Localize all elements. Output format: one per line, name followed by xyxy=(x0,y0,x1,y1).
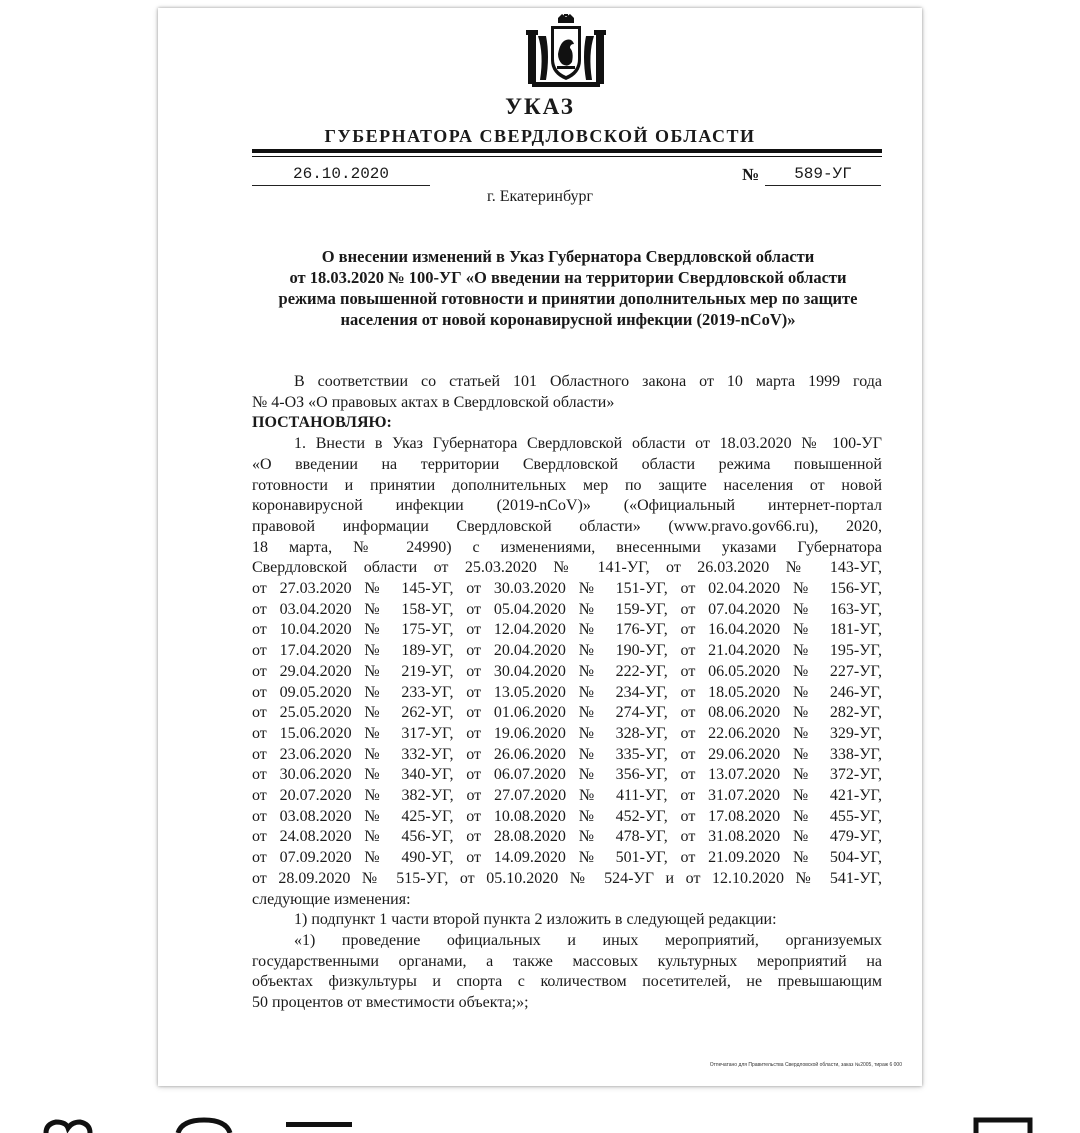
subitem-line: 1) подпункт 1 части второй пункта 2 изложить в следующей редакции: xyxy=(294,911,777,929)
document-page xyxy=(158,8,922,1086)
number-label: № xyxy=(742,165,760,184)
body-line: следующие изменения: xyxy=(252,890,411,908)
heading-line: от 18.03.2020 № 100-УГ «О введении на территории Свердловской области xyxy=(289,268,847,287)
print-note: Отпечатано для Правительства Свердловской области, заказ №2005, тираж 6 000 xyxy=(709,1062,902,1068)
body-line: правовой информации Свердловской области» (www.pravo.gov66.ru), 2020, xyxy=(252,517,882,535)
document-date: 26.10.2020 xyxy=(252,164,430,186)
heart-icon xyxy=(46,1122,90,1133)
document-body xyxy=(252,372,882,1014)
quote-line: «1) проведение официальных и иных мероприятий, организуемых xyxy=(294,931,882,949)
body-line: от 30.06.2020 № 340-УГ, от 06.07.2020 № 356-УГ, от 13.07.2020 № 372-УГ, xyxy=(252,766,882,784)
quote-line: 50 процентов от вместимости объекта;»; xyxy=(252,994,529,1012)
body-line: от 03.08.2020 № 425-УГ, от 10.08.2020 № 452-УГ, от 17.08.2020 № 455-УГ, xyxy=(252,807,882,825)
header-rule-thick xyxy=(252,149,882,153)
body-line: коронавирусной инфекции (2019-nCoV)» («Официальный интернет-портал xyxy=(252,497,882,515)
body-line: № 4-ОЗ «О правовых актах в Свердловской области» xyxy=(252,393,615,411)
body-line: готовности и принятии дополнительных мер по защите населения от новой xyxy=(252,476,882,494)
body-line: «О введении на территории Свердловской области режима повышенной xyxy=(252,455,882,473)
body-line: от 29.04.2020 № 219-УГ, от 30.04.2020 № 222-УГ, от 06.05.2020 № 227-УГ, xyxy=(252,662,882,680)
body-line: от 03.04.2020 № 158-УГ, от 05.04.2020 № 159-УГ, от 07.04.2020 № 163-УГ, xyxy=(252,600,882,618)
body-line: от 15.06.2020 № 317-УГ, от 19.06.2020 № 328-УГ, от 22.06.2020 № 329-УГ, xyxy=(252,724,882,742)
header-rule-thin xyxy=(252,156,882,157)
heading-line: населения от новой коронавирусной инфекции (2019-nCoV)» xyxy=(340,310,796,329)
document-city: г. Екатеринбург xyxy=(486,188,594,205)
body-line: от 20.07.2020 № 382-УГ, от 27.07.2020 № 411-УГ, от 31.07.2020 № 421-УГ, xyxy=(252,787,882,805)
body-line: от 25.05.2020 № 262-УГ, от 01.06.2020 № 274-УГ, от 08.06.2020 № 282-УГ, xyxy=(252,704,882,722)
cropped-toolbar-icons xyxy=(0,1116,1080,1133)
document-number: 589-УГ xyxy=(765,164,881,186)
heading-line: режима повышенной готовности и принятии дополнительных мер по защите xyxy=(278,289,858,308)
body-line: от 28.09.2020 № 515-УГ, от 05.10.2020 № 524-УГ и от 12.10.2020 № 541-УГ, xyxy=(252,869,882,887)
body-line: В соответствии со статьей 101 Областного закона от 10 марта 1999 года xyxy=(294,373,882,390)
body-line: от 24.08.2020 № 456-УГ, от 28.08.2020 № 478-УГ, от 31.08.2020 № 479-УГ, xyxy=(252,828,882,846)
body-line: от 09.05.2020 № 233-УГ, от 13.05.2020 № 234-УГ, от 18.05.2020 № 246-УГ, xyxy=(252,683,882,701)
quote-line: объектах физкультуры и спорта с количеством посетителей, не превышающим xyxy=(252,973,882,991)
body-line: Свердловской области от 25.03.2020 № 141-УГ, от 26.03.2020 № 143-УГ, xyxy=(252,559,882,577)
quote-line: государственными органами, а также массовых культурных мероприятий на xyxy=(252,952,882,970)
body-line: от 27.03.2020 № 145-УГ, от 30.03.2020 № 151-УГ, от 02.04.2020 № 156-УГ, xyxy=(252,580,882,598)
coat-of-arms-icon xyxy=(524,14,608,90)
document-title: УКАЗ xyxy=(505,94,575,119)
body-line: от 17.04.2020 № 189-УГ, от 20.04.2020 № 190-УГ, от 21.04.2020 № 195-УГ, xyxy=(252,642,882,660)
body-line: от 07.09.2020 № 490-УГ, от 14.09.2020 № 501-УГ, от 21.09.2020 № 504-УГ, xyxy=(252,849,882,867)
decree-word: ПОСТАНОВЛЯЮ: xyxy=(252,414,392,432)
body-line: от 10.04.2020 № 175-УГ, от 12.04.2020 № 176-УГ, от 16.04.2020 № 181-УГ, xyxy=(252,621,882,639)
document-subtitle: ГУБЕРНАТОРА СВЕРДЛОВСКОЙ ОБЛАСТИ xyxy=(324,126,756,146)
bookmark-icon xyxy=(976,1120,1030,1133)
body-line: от 23.06.2020 № 332-УГ, от 26.06.2020 № 335-УГ, от 29.06.2020 № 338-УГ, xyxy=(252,745,882,763)
body-line: 1. Внести в Указ Губернатора Свердловской области от 18.03.2020 № 100-УГ xyxy=(294,435,882,453)
comment-icon xyxy=(178,1120,230,1133)
document-heading xyxy=(238,246,898,330)
body-line: 18 марта, № 24990) с изменениями, внесенными указами Губернатора xyxy=(252,538,882,556)
share-icon xyxy=(286,1122,352,1127)
heading-line: О внесении изменений в Указ Губернатора Свердловской области xyxy=(321,247,815,266)
